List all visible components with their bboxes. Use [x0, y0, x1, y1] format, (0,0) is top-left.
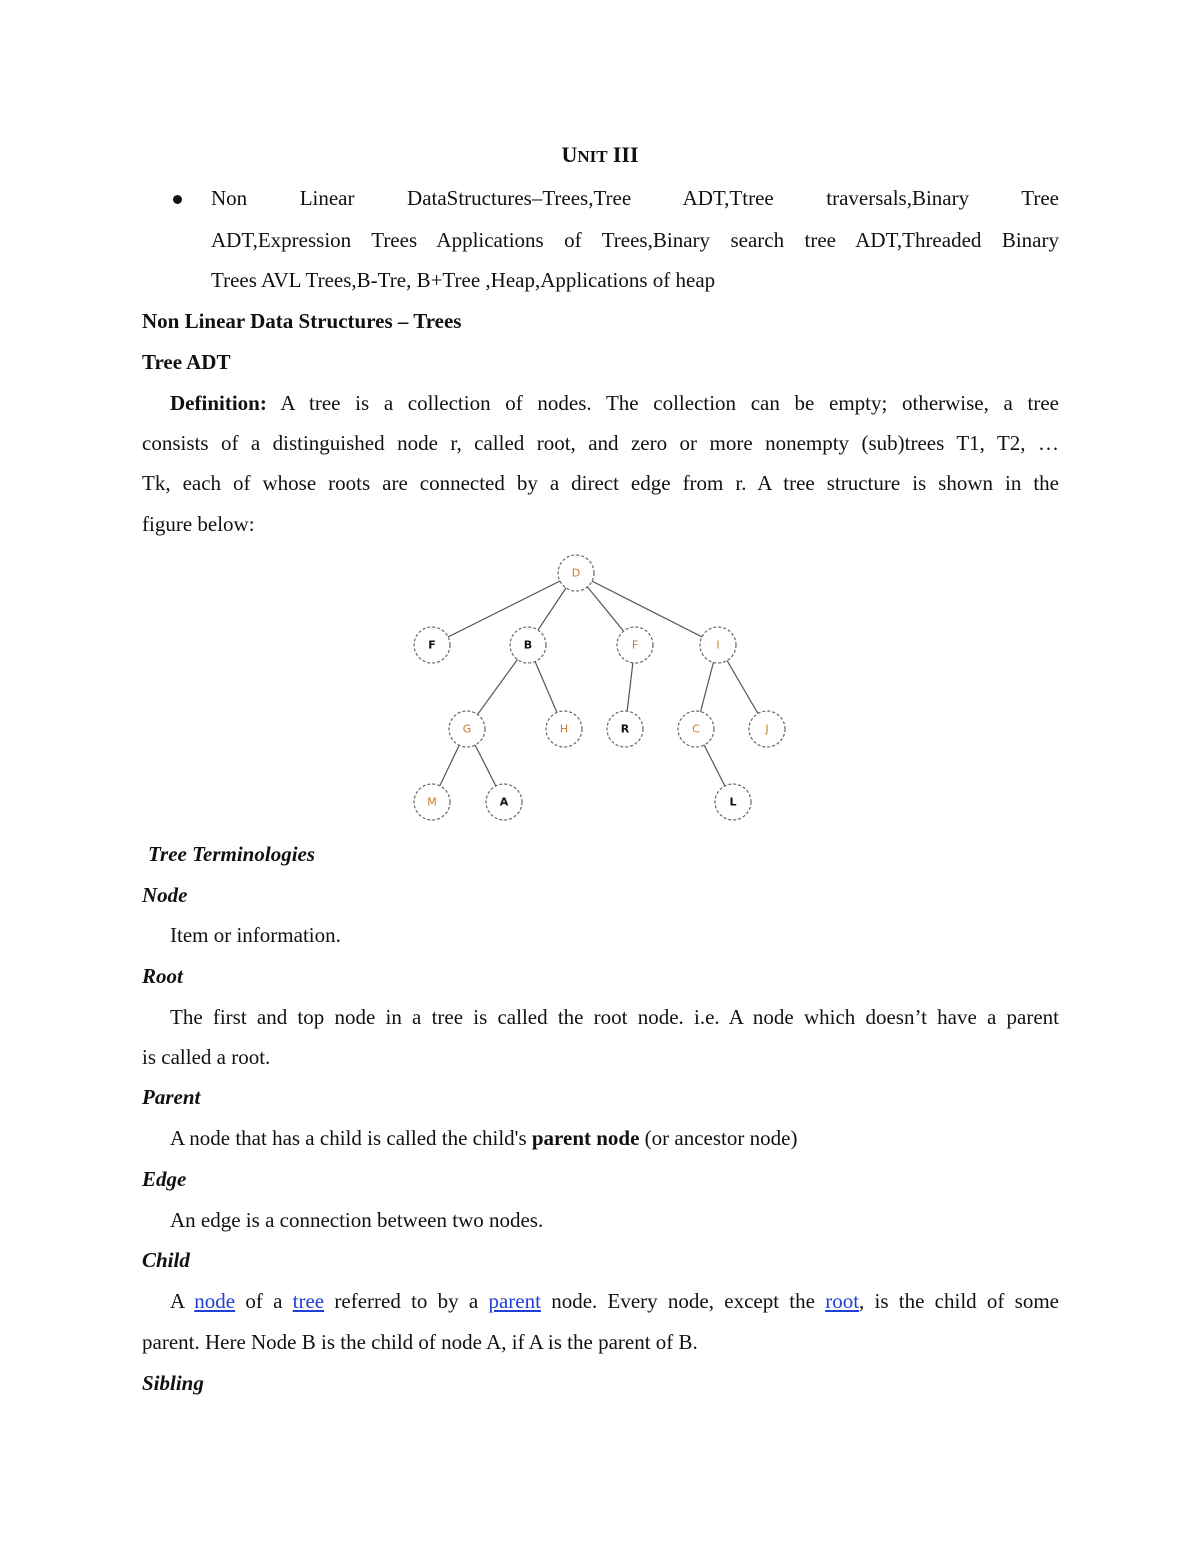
- node-text: Item or information.: [170, 923, 341, 947]
- tree-node-g-label: G: [462, 722, 472, 736]
- bullet-line-2: ADT,Expression Trees Applications of Trees,Binary search tree ADT,Threaded Binary: [211, 228, 1059, 252]
- tree-diagram: [400, 548, 800, 828]
- definition-label: Definition:: [170, 391, 267, 415]
- definition-line-1: Definition: A tree is a collection of nodes. The collection can be empty; otherwise, a tree: [170, 391, 1059, 415]
- tree-node-a-label: A: [499, 795, 509, 809]
- heading-tree-adt: Tree ADT: [142, 350, 231, 374]
- tree-node-c-label: C: [692, 722, 700, 736]
- terminologies-heading: Tree Terminologies: [148, 842, 316, 866]
- heading-nonlinear: Non Linear Data Structures – Trees: [142, 309, 462, 333]
- link-tree[interactable]: tree: [292, 1289, 325, 1313]
- child-line-2: parent. Here Node B is the child of node A, if A is the parent of B.: [142, 1330, 698, 1354]
- tree-nodes: [414, 555, 785, 820]
- parent-text: A node that has a child is called the child's parent node (or ancestor node): [170, 1126, 798, 1150]
- tree-node-j-label: J: [765, 722, 769, 736]
- definition-line-2: consists of a distinguished node r, called root, and zero or more nonempty (sub)trees T1, T2, …: [142, 431, 1059, 455]
- parent-heading: Parent: [142, 1085, 201, 1109]
- tree-node-l-label: L: [729, 795, 737, 809]
- definition-line-4: figure below:: [142, 512, 255, 536]
- bullet-icon: [173, 195, 182, 204]
- link-parent[interactable]: parent: [488, 1289, 541, 1313]
- root-line-1: The first and top node in a tree is called the root node. i.e. A node which doesn’t have a parent: [170, 1005, 1059, 1029]
- link-root[interactable]: root: [825, 1289, 860, 1313]
- unit-title: UNIT III: [561, 142, 639, 167]
- definition-line-3: Tk, each of whose roots are connected by a direct edge from r. A tree structure is shown in the: [142, 471, 1059, 495]
- child-heading: Child: [142, 1248, 190, 1272]
- tree-node-m-label: M: [427, 795, 437, 809]
- edge-d-e: [432, 573, 576, 645]
- edge-text: An edge is a connection between two nodes.: [170, 1208, 544, 1232]
- tree-node-i-label: I: [716, 638, 720, 652]
- tree-node-e-label: F: [428, 638, 436, 652]
- bullet-line-1: Non Linear DataStructures–Trees,Tree ADT,Ttree traversals,Binary Tree: [211, 186, 1059, 210]
- parent-node-term: parent node: [531, 1126, 640, 1150]
- tree-node-b-label: B: [523, 638, 533, 652]
- edge-heading: Edge: [142, 1167, 187, 1191]
- tree-edges: [432, 573, 767, 802]
- root-heading: Root: [142, 964, 183, 988]
- root-line-2: is called a root.: [142, 1045, 271, 1069]
- link-node[interactable]: node: [194, 1289, 236, 1313]
- tree-node-h-label: H: [559, 722, 569, 736]
- child-line-1: A node of a tree referred to by a parent node. Every node, except the root, is the child of some: [170, 1289, 1059, 1313]
- tree-node-r-label: R: [620, 722, 630, 736]
- tree-node-d-label: D: [571, 566, 581, 580]
- tree-node-f-label: F: [631, 638, 639, 652]
- bullet-line-3: Trees AVL Trees,B-Tre, B+Tree ,Heap,Applications of heap: [211, 268, 716, 292]
- node-heading: Node: [142, 883, 188, 907]
- sibling-heading: Sibling: [142, 1371, 204, 1395]
